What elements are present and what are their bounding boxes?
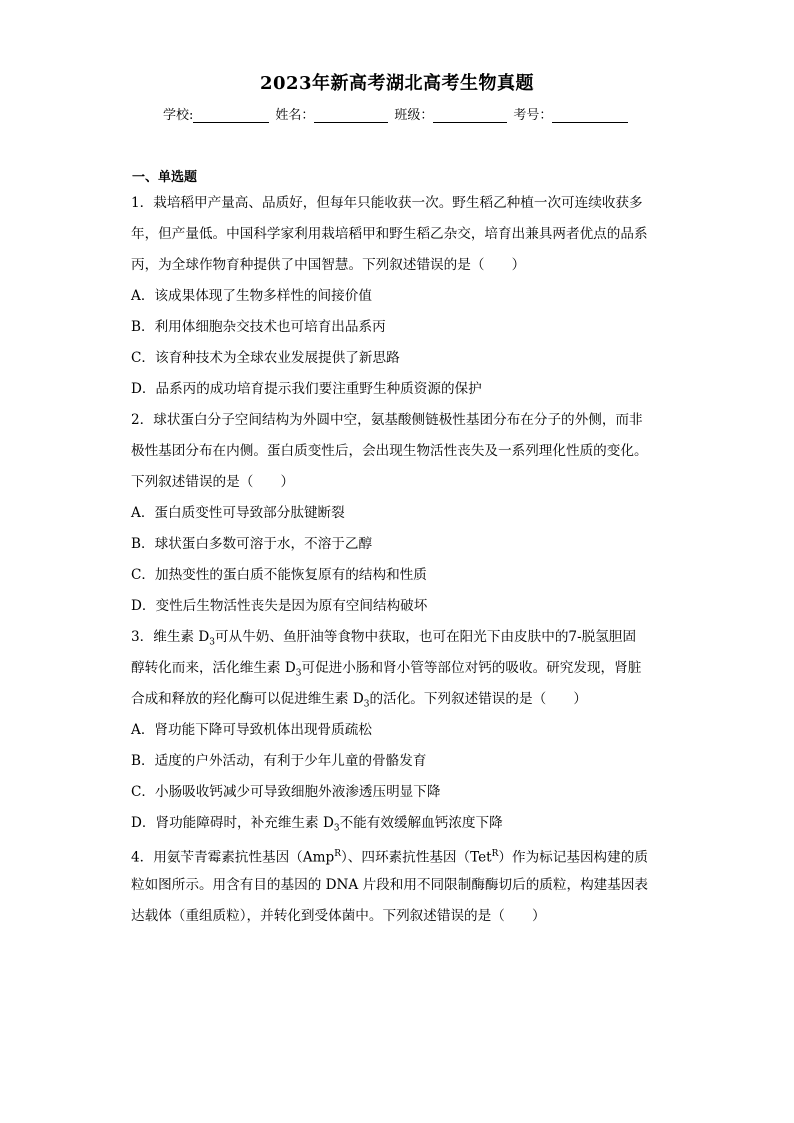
subscript: 3 [295, 668, 302, 679]
option-a: A．该成果体现了生物多样性的间接价值 [131, 288, 372, 304]
student-info-row [163, 104, 634, 123]
text-segment: 可从牛奶、鱼肝油等食物中获取，也可在阳光下由皮肤中的7-脱氢胆固 [214, 629, 637, 645]
option-a: A．肾功能下降可导致机体出现骨质疏松 [131, 722, 372, 738]
option-a: A．蛋白质变性可导致部分肽键断裂 [131, 505, 345, 521]
exam-number-label: 考号： [513, 108, 553, 123]
subscript: 3 [209, 637, 215, 648]
class-label: 班级： [394, 108, 434, 123]
question-stem-line: 1．栽培稻甲产量高、品质好，但每年只能收获一次。野生稻乙种植一次可连续收获多 [131, 195, 643, 211]
option-d: D．品系丙的成功培育提示我们要注重野生种质资源的保护 [131, 381, 482, 397]
text-segment: 不能有效缓解血钙浓度下降 [339, 815, 503, 831]
question-stem-line: 丙，为全球作物育种提供了中国智慧。下列叙述错误的是（ ） [131, 257, 526, 273]
superscript: R [491, 849, 499, 859]
question-stem-line [131, 653, 671, 684]
question-stem-line [131, 622, 671, 653]
question-stem-line: 2．球状蛋白分子空间结构为外圆中空，氨基酸侧链极性基团分布在分子的外侧，而非 [131, 412, 643, 428]
question-stem-line [131, 684, 671, 715]
name-label: 姓名： [275, 108, 315, 123]
question-stem-line: 极性基团分布在内侧。蛋白质变性后，会出现生物活性丧失及一系列理化性质的变化。 [131, 443, 648, 459]
text-segment: 醇转化而来，活化维生素 D [131, 660, 296, 676]
text-segment: 的活化。下列叙述错误的是（ ） [369, 691, 587, 707]
option-c: C．加热变性的蛋白质不能恢复原有的结构和性质 [131, 567, 427, 583]
name-blank[interactable] [314, 108, 388, 123]
text-segment: 合成和释放的羟化酶可以促进维生素 D [131, 691, 364, 707]
section-heading: 一、单选题 [132, 170, 198, 185]
question-2 [131, 405, 671, 622]
option-b: B．利用体细胞杂交技术也可培育出品系丙 [131, 319, 386, 335]
question-stem-line: 下列叙述错误的是（ ） [131, 474, 295, 490]
question-3 [131, 622, 671, 839]
question-1 [131, 188, 671, 405]
school-blank[interactable] [193, 108, 269, 123]
question-list [131, 188, 671, 932]
option-d [131, 808, 671, 839]
text-segment: 可促进小肠和肾小管等部位对钙的吸收。研究发现，肾脏 [301, 660, 642, 676]
page-title: 2023年新高考湖北高考生物真题 [259, 73, 535, 94]
text-segment: 4．用氨苄青霉素抗性基因（Amp [131, 849, 335, 866]
class-blank[interactable] [433, 108, 507, 123]
exam-number-blank[interactable] [552, 108, 628, 123]
question-stem-line: 年，但产量低。中国科学家利用栽培稻甲和野生稻乙杂交，培育出兼具两者优点的品系 [131, 226, 648, 242]
text-segment: 3．维生素 D [131, 629, 210, 645]
superscript: R [334, 849, 341, 859]
text-segment: D．肾功能障碍时，补充维生素 D [131, 815, 334, 831]
school-label: 学校: [163, 108, 194, 123]
text-segment: ）作为标记基因构建的质 [498, 849, 648, 866]
question-stem-line [131, 839, 671, 870]
subscript: 3 [333, 823, 340, 834]
question-4 [131, 839, 671, 932]
option-b: B．球状蛋白多数可溶于水，不溶于乙醇 [131, 536, 373, 552]
option-c: C．小肠吸收钙减少可导致细胞外液渗透压明显下降 [131, 784, 441, 800]
option-b: B．适度的户外活动，有利于少年儿童的骨骼发育 [131, 753, 427, 769]
question-stem-line: 粒如图所示。用含有目的基因的 DNA 片段和用不同限制酶酶切后的质粒，构建基因表 [131, 877, 649, 893]
text-segment: ）、四环素抗性基因（Tet [340, 849, 492, 866]
option-d: D．变性后生物活性丧失是因为原有空间结构破坏 [131, 598, 428, 614]
question-stem-line: 达载体（重组质粒），并转化到受体菌中。下列叙述错误的是（ ） [131, 908, 546, 924]
option-c: C．该育种技术为全球农业发展提供了新思路 [131, 350, 400, 366]
subscript: 3 [363, 699, 370, 710]
